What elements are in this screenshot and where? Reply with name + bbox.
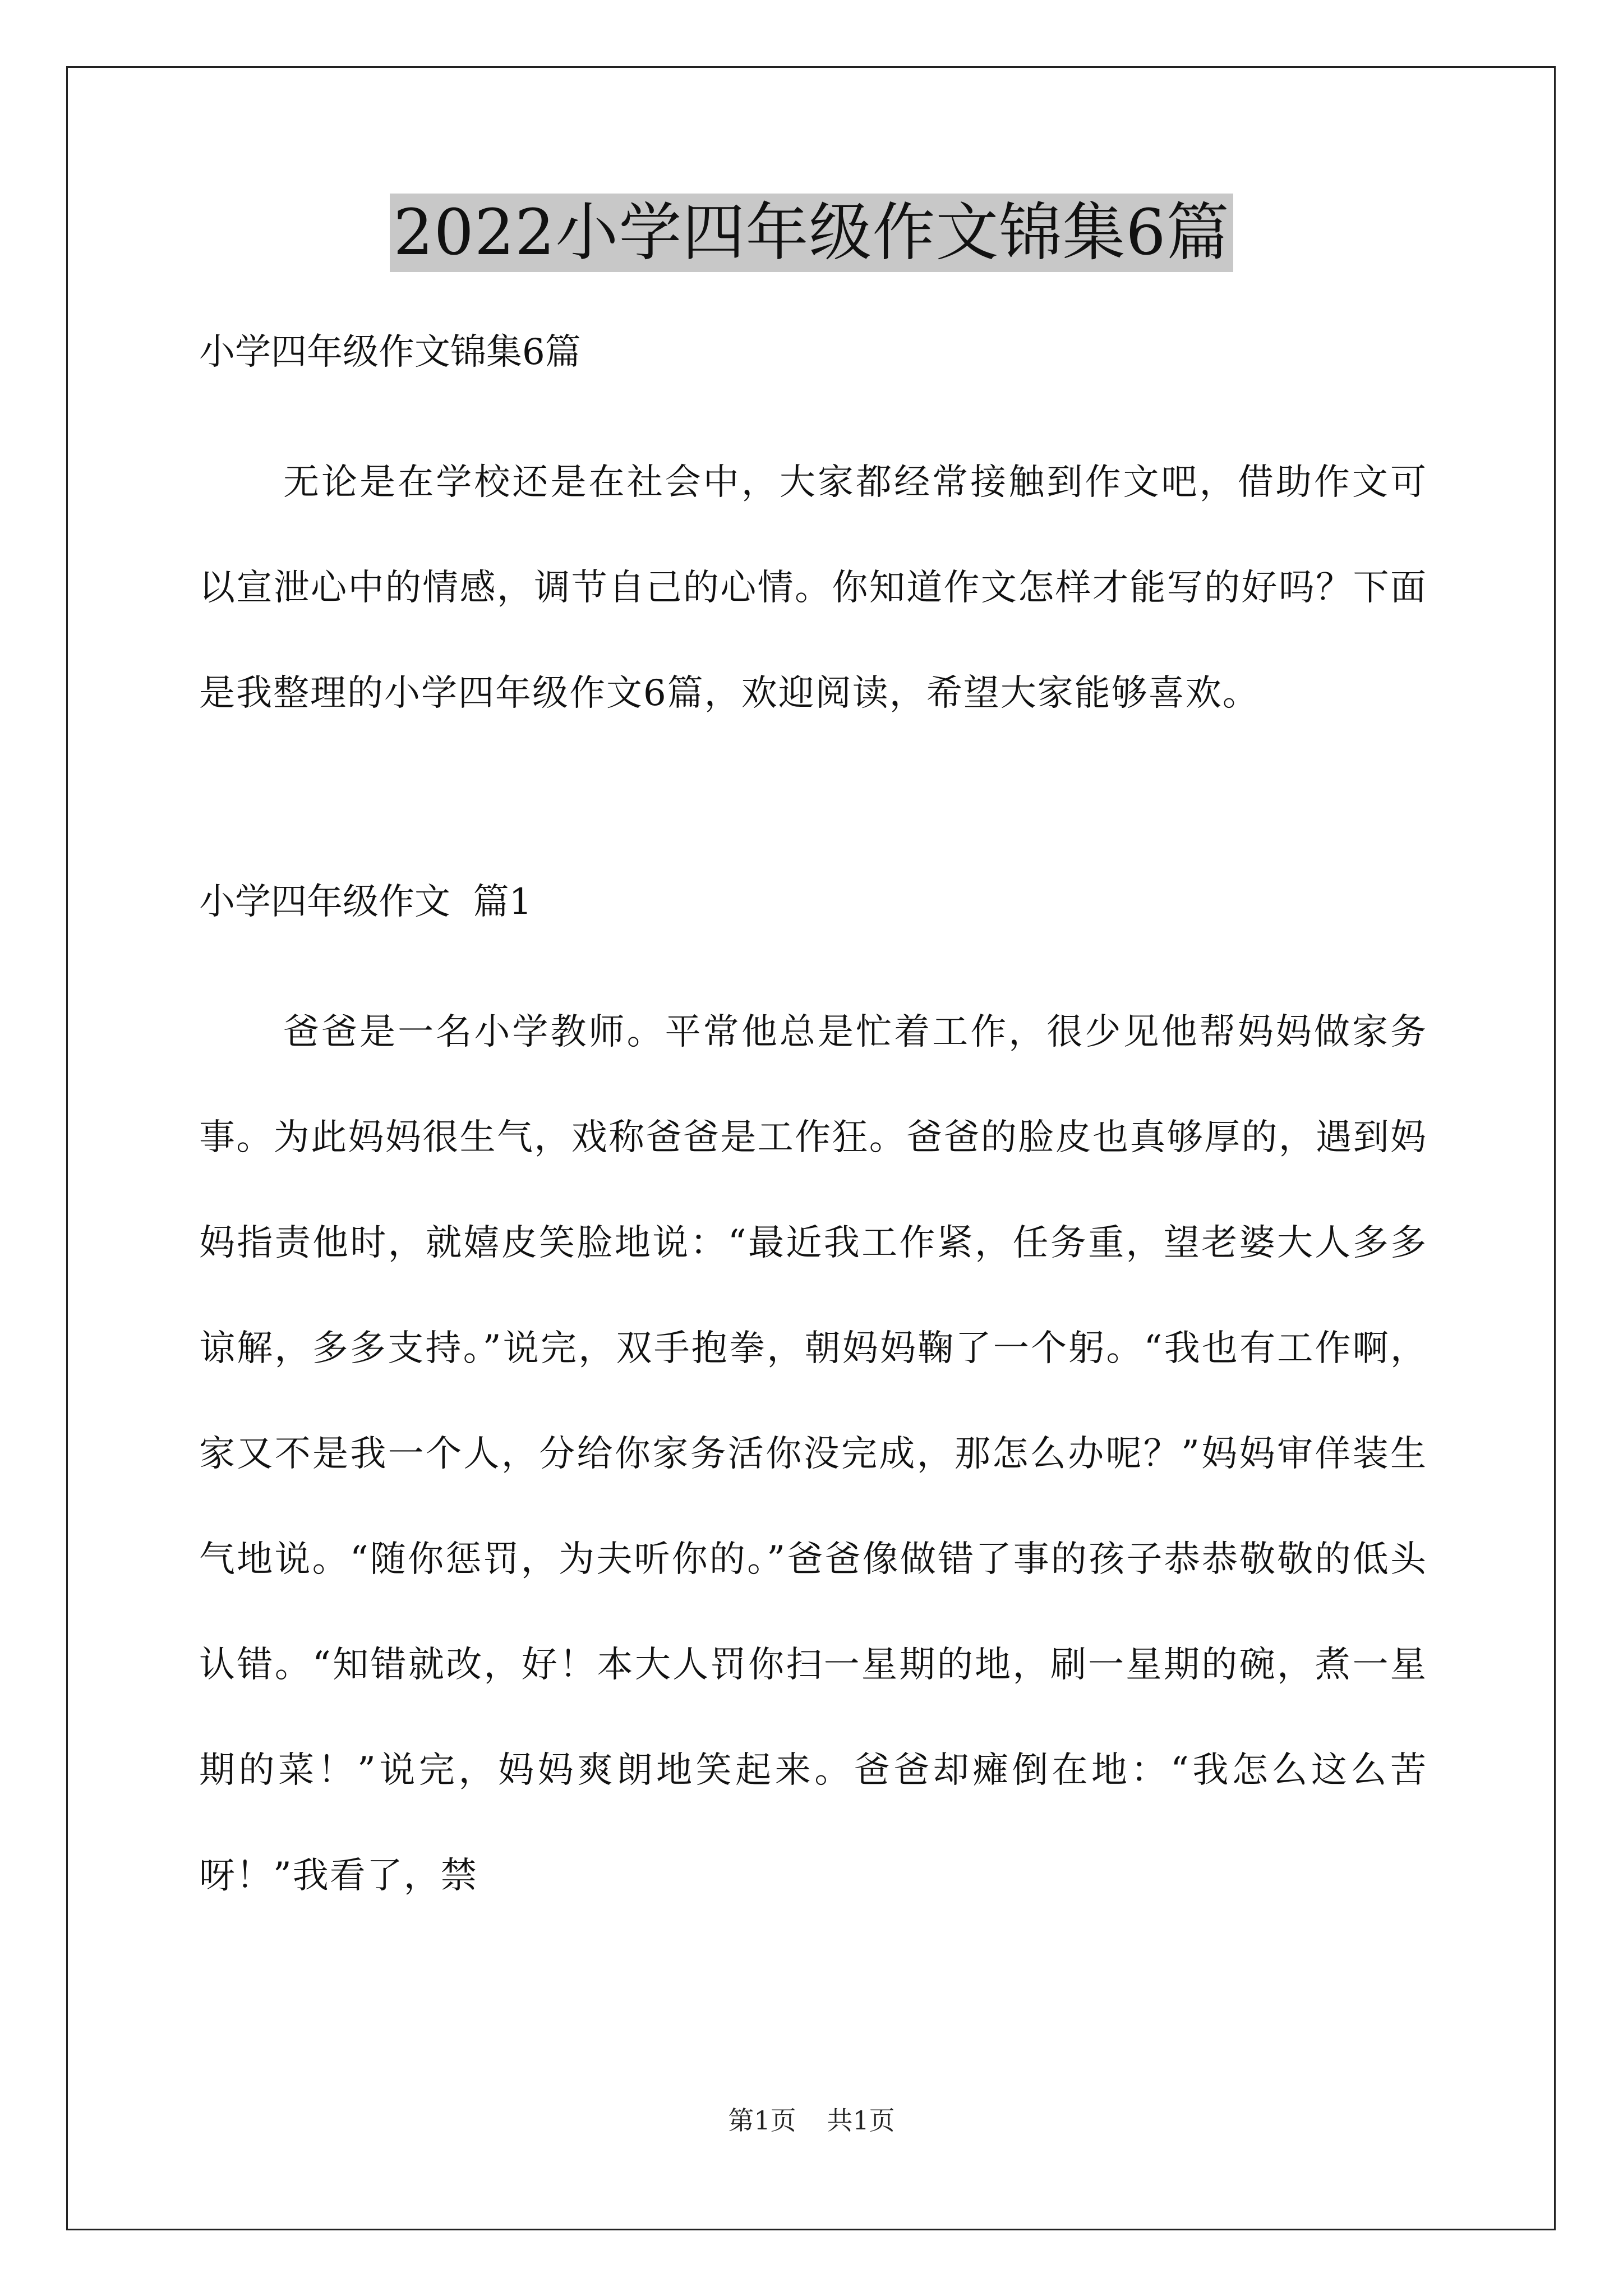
page-number: 第1页	[728, 2105, 796, 2136]
page-footer	[0, 2104, 1623, 2137]
section-heading: 小学四年级作文 篇1	[199, 881, 532, 923]
intro-paragraph: 无论是在学校还是在社会中，大家都经常接触到作文吧，借助作文可以宣泄心中的情感，调节自己的心情。你知道作文怎样才能写的好吗？下面是我整理的小学四年级作文6篇，欢迎阅读，希望大家能够喜欢。	[199, 462, 1427, 714]
spacer	[199, 379, 1427, 430]
section-paragraph: 爸爸是一名小学教师。平常他总是忙着工作，很少见他帮妈妈做家务事。为此妈妈很生气，戏称爸爸是工作狂。爸爸的脸皮也真够厚的，遇到妈妈指责他时，就嬉皮笑脸地说：“最近我工作紧，任务重，望老婆大人多多谅解，多多支持。”说完，双手抱拳，朝妈妈鞠了一个躬。“我也有工作啊，家又不是我一个人，分给你家务活你没完成，那怎么办呢？”妈妈审佯装生气地说。“随你惩罚，为夫听你的。”爸爸像做错了事的孩子恭恭敬敬的低头认错。“知错就改，好！本大人罚你扫一星期的地，刷一星期的碗，煮一星期的菜！”说完，妈妈爽朗地笑起来。爸爸却瘫倒在地：“我怎么这么苦呀！”我看了，禁	[199, 1011, 1427, 1897]
document-subtitle: 小学四年级作文锦集6篇	[199, 332, 581, 373]
page-total: 共1页	[827, 2105, 895, 2136]
spacer	[199, 746, 1427, 875]
spacer	[199, 929, 1427, 979]
document-title: 2022小学四年级作文锦集6篇	[390, 194, 1233, 272]
document-body	[199, 325, 1427, 1929]
title-container	[0, 194, 1623, 272]
